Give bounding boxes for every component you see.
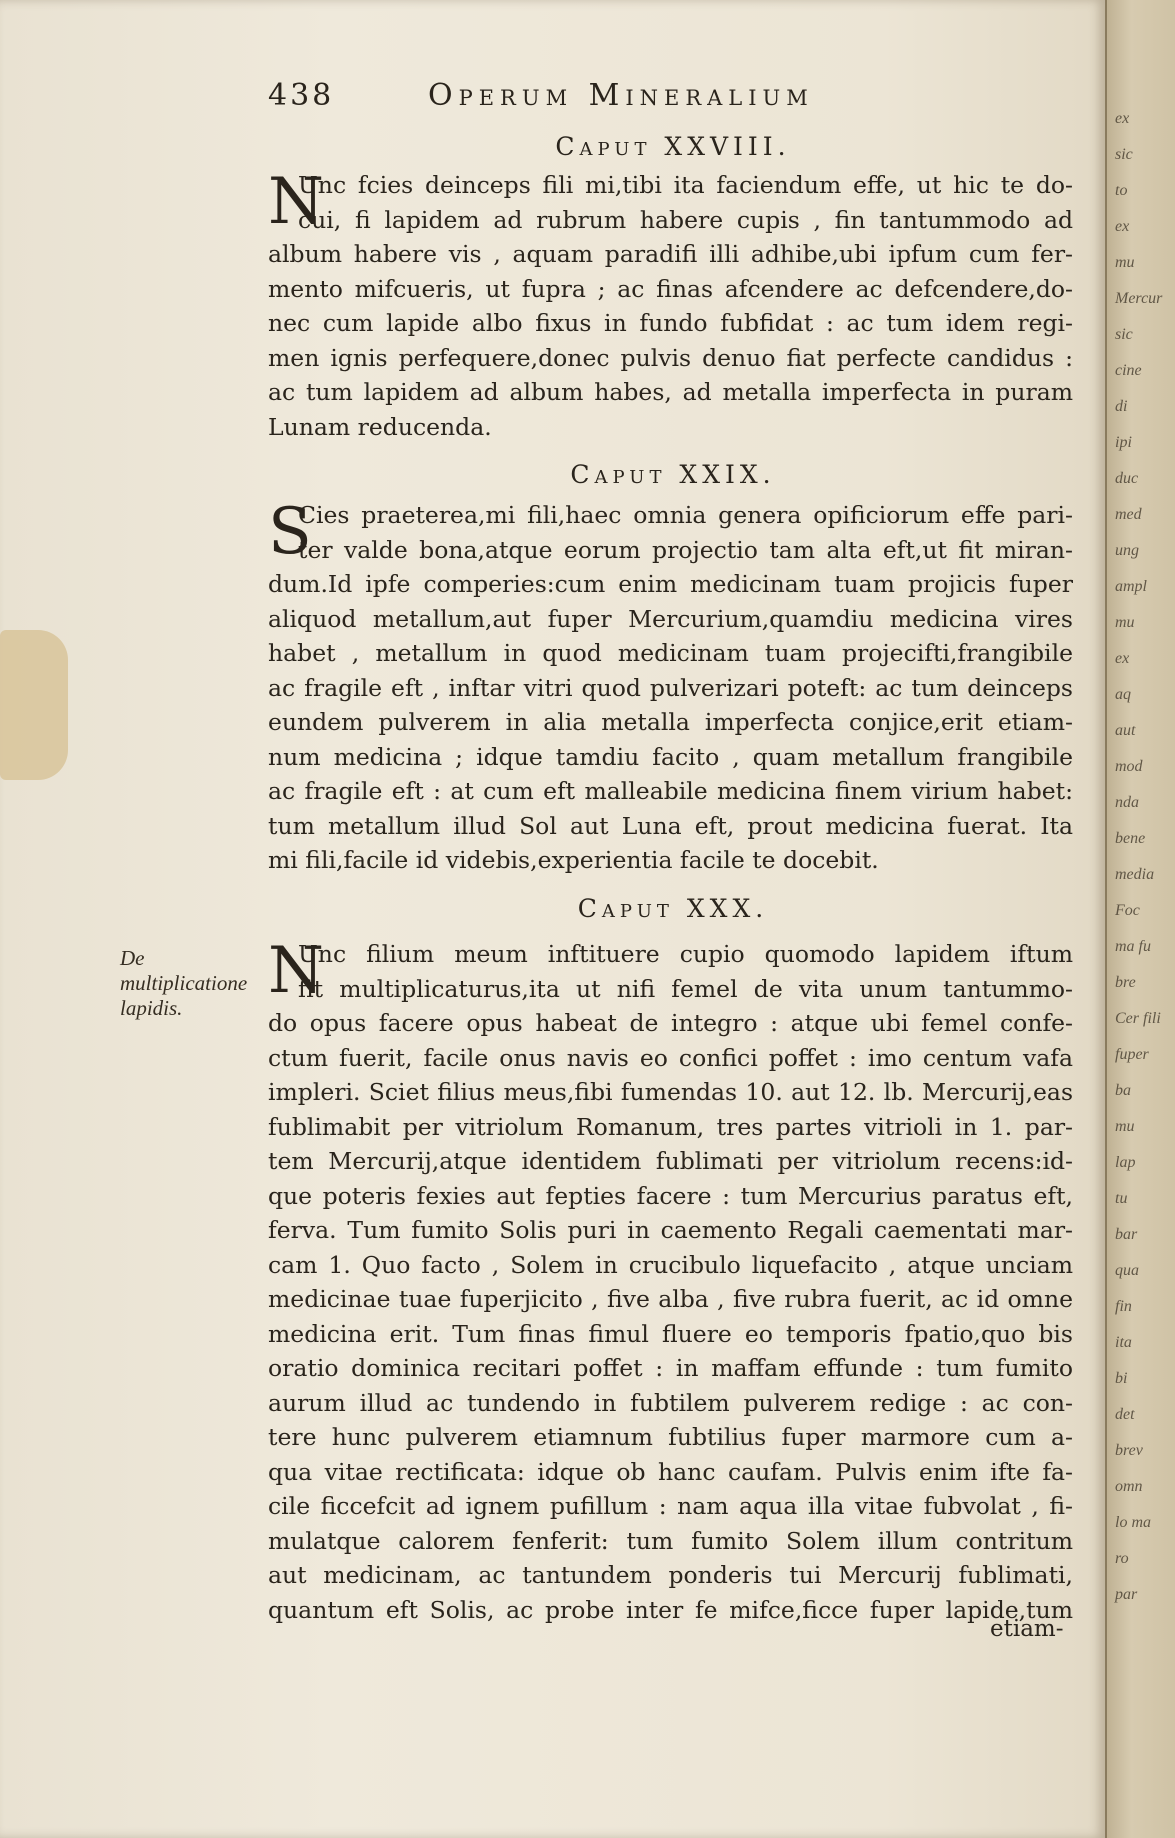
text-line: ctum fuerit, facile onus navis eo confici poffet : imo centum vafa [268, 1043, 1073, 1072]
facing-page-fragment: ex [1115, 110, 1130, 127]
chapter-30-text [268, 934, 1073, 1627]
facing-page-fragment: ma fu [1115, 938, 1151, 955]
text-line: ac tum lapidem ad album habes, ad metalla imperfecta in puram [268, 378, 1073, 406]
text-line: ferva. Tum fumito Solis puri in caemento Regali caementati mar- [268, 1216, 1073, 1244]
facing-page-fragment: par [1115, 1586, 1138, 1603]
text-line: impleri. Sciet filius meus,fibi fumendas 10. aut 12. lb. Mercurij,eas [268, 1078, 1073, 1106]
facing-page-fragment: aq [1115, 686, 1131, 703]
text-line: mulatque calorem fenferit: tum fumito Solem illum contritum [268, 1526, 1073, 1555]
facing-page-fragment: qua [1115, 1262, 1139, 1279]
facing-page-fragment: lo ma [1115, 1514, 1151, 1531]
facing-page-fragment: media [1115, 866, 1155, 883]
text-line: ac fragile eft : at cum eft malleabile medicina finem virium habet: [268, 777, 1073, 805]
facing-page-fragment: ex [1115, 218, 1130, 235]
facing-page-fragment: bi [1115, 1370, 1128, 1387]
facing-page-fragment: ro [1115, 1550, 1129, 1567]
facing-page-fragment: cine [1115, 362, 1142, 379]
facing-page-fragment: bre [1115, 974, 1136, 991]
facing-page-fragment: med [1115, 506, 1142, 523]
facing-page-fragment: ba [1115, 1082, 1131, 1099]
text-line: Unc filium meum inftituere cupio quomodo lapidem iftum [298, 940, 1073, 968]
margin-note: De multiplicatione lapidis. [120, 946, 248, 1020]
facing-page-fragment: brev [1115, 1442, 1143, 1459]
text-line: oratio dominica recitari poffet : in maffam effunde : tum fumito [268, 1354, 1073, 1382]
facing-page-fragment: lap [1115, 1154, 1136, 1171]
text-line: dum.Id ipfe comperies:cum enim medicinam tuam projicis fuper [268, 570, 1073, 598]
drop-cap-29: S [268, 495, 312, 569]
text-line: medicinae tuae fuperjicito , five alba , five rubra fuerit, ac id omne [268, 1285, 1073, 1313]
facing-page-fragment: mu [1115, 614, 1135, 631]
facing-page-fragment: to [1115, 182, 1128, 199]
text-line: mi fili,facile id videbis,experientia facile te docebit. [268, 846, 879, 874]
text-line: cile ficcefcit ad ignem pufillum : nam aqua illa vitae fubvolat , fi- [268, 1492, 1073, 1520]
text-line: cam 1. Quo facto , Solem in crucibulo liquefacito , atque unciam [268, 1250, 1073, 1279]
text-line: ter valde bona,atque eorum projectio tam alta eft,ut fit miran- [298, 535, 1073, 564]
text-line: ac fragile eft , inftar vitri quod pulverizari poteft: ac tum deinceps [268, 673, 1073, 702]
facing-page-fragment: ex [1115, 650, 1130, 667]
text-line: do opus facere opus habeat de integro : atque ubi femel confe- [268, 1009, 1073, 1037]
facing-page-fragment: omn [1115, 1478, 1143, 1495]
text-line: fublimabit per vitriolum Romanum, tres partes vitrioli in 1. par- [268, 1112, 1073, 1141]
text-line: Cies praeterea,mi fili,haec omnia genera opificiorum effe pari- [298, 501, 1073, 529]
text-line: num medicina ; idque tamdiu facito , quam metallum frangibile [268, 742, 1073, 771]
facing-page-fragment: fin [1115, 1298, 1132, 1315]
facing-page-fragment: aut [1115, 722, 1136, 739]
text-line: habet , metallum in quod medicinam tuam projecifti,frangibile [268, 639, 1073, 667]
facing-page-fragment: fuper [1115, 1046, 1149, 1063]
facing-page-fragment: ung [1115, 542, 1139, 559]
chapter-29-text [268, 495, 1073, 878]
text-line: tum metallum illud Sol aut Luna eft, prout medicina fuerat. Ita [268, 811, 1073, 840]
text-line: qua vitae rectificata: idque ob hanc caufam. Pulvis enim ifte fa- [268, 1457, 1073, 1486]
text-line: tem Mercurij,atque identidem fublimati per vitriolum recens:id- [268, 1147, 1073, 1175]
facing-page-fragment: mu [1115, 254, 1135, 271]
facing-page-fragment: mod [1115, 758, 1143, 775]
facing-page-fragment: ampl [1115, 578, 1147, 595]
facing-page-fragment: Foc [1115, 902, 1140, 919]
facing-page-fragment: ita [1115, 1334, 1132, 1351]
drop-cap-30: N [268, 934, 324, 1008]
facing-page-fragment: bene [1115, 830, 1146, 847]
facing-page-fragment: ipi [1115, 434, 1132, 451]
chapter-heading-30: Caput XXX. [577, 894, 769, 923]
text-line: mento mifcueris, ut fupra ; ac finas afcendere ac defcendere,do- [268, 274, 1073, 303]
text-line: aurum illud ac tundendo in fubtilem pulverem redige : ac con- [268, 1388, 1073, 1417]
text-line: medicina erit. Tum finas fimul fluere eo temporis fpatio,quo bis [268, 1319, 1073, 1348]
facing-page-fragment: sic [1115, 326, 1133, 343]
facing-page-fragment: mu [1115, 1118, 1135, 1135]
chapter-28-text [268, 165, 1073, 444]
facing-page-fragment: bar [1115, 1226, 1138, 1243]
text-line: men ignis perfequere,donec pulvis denuo fiat perfecte candidus : [268, 343, 1073, 372]
chapter-heading-29: Caput XXIX. [570, 460, 776, 489]
text-line: Unc fcies deinceps fili mi,tibi ita faciendum effe, ut hic te do- [298, 171, 1073, 199]
text-line: cui, fi lapidem ad rubrum habere cupis , fin tantummodo ad [298, 205, 1073, 234]
text-line: fit multiplicaturus,ita ut nifi femel de vita unum tantummo- [298, 974, 1073, 1003]
page-number: 438 [268, 78, 335, 113]
text-line: aut medicinam, ac tantundem ponderis tui Mercurij fublimati, [268, 1561, 1073, 1589]
text-line: aliquod metallum,aut fuper Mercurium,quamdiu medicina vires [268, 604, 1073, 633]
facing-page-fragment: det [1115, 1406, 1135, 1423]
facing-page-fragment: tu [1115, 1190, 1128, 1207]
facing-page-fragment: duc [1115, 470, 1139, 487]
text-line: album habere vis , aquam paradifi illi adhibe,ubi ipfum cum fer- [268, 240, 1073, 268]
running-title: Operum Mineralium [428, 78, 814, 113]
text-line: que poteris fexies aut fepties facere : tum Mercurius paratus eft, [268, 1181, 1073, 1210]
text-line: quantum eft Solis, ac probe inter fe mifce,ficce fuper lapide,tum [268, 1595, 1073, 1624]
catchword: etiam- [990, 1616, 1064, 1642]
facing-page-fragment: nda [1115, 794, 1139, 811]
text-line: eundem pulverem in alia metalla imperfecta conjice,erit etiam- [268, 708, 1073, 736]
facing-page-fragment: Mercur [1115, 290, 1163, 307]
drop-cap-28: N [268, 165, 324, 239]
text-line: nec cum lapide albo fixus in fundo fubfidat : ac tum idem regi- [268, 309, 1073, 337]
chapter-heading-28: Caput XXVIII. [555, 132, 791, 161]
facing-page-fragment: Cer fili [1115, 1010, 1161, 1027]
text-line: tere hunc pulverem etiamnum fubtilius fuper marmore cum a- [268, 1423, 1073, 1451]
text-line: Lunam reducenda. [268, 412, 492, 441]
facing-page-fragment: di [1115, 398, 1128, 415]
paper-tab-stain [0, 630, 68, 780]
facing-page-edge [1105, 0, 1175, 1838]
facing-page-fragment: sic [1115, 146, 1133, 163]
